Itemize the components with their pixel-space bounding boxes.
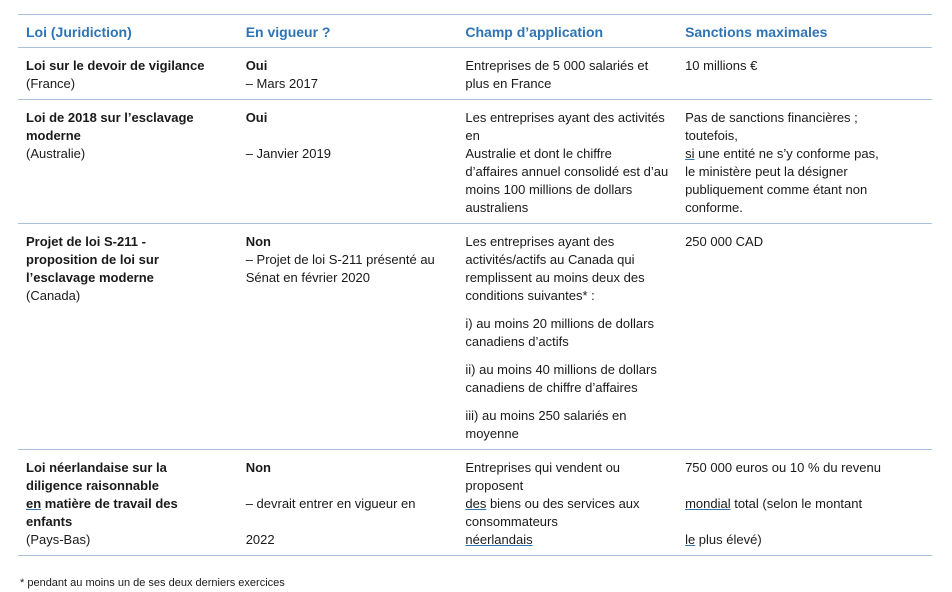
sanctions-text-rest: plus élevé) <box>695 532 762 547</box>
law-title: diligence raisonnable <box>26 478 159 493</box>
scope-text: consommateurs <box>465 514 558 529</box>
scope-text: conditions suivantes* : <box>465 288 595 303</box>
law-title <box>26 495 230 513</box>
scope-text: Les entreprises ayant des <box>465 234 615 249</box>
spacer <box>246 477 450 495</box>
scope-text: en <box>465 128 480 143</box>
underlined-word: en <box>26 496 42 511</box>
law-title: l’esclavage moderne <box>26 270 154 285</box>
status-cell <box>238 224 458 450</box>
sanctions-text: le ministère peut la désigner <box>685 164 848 179</box>
law-cell <box>18 224 238 450</box>
spacer <box>685 513 924 531</box>
sanctions-text <box>685 145 924 163</box>
law-title-rest: matière de travail des <box>41 496 178 511</box>
scope-cell <box>457 224 677 450</box>
scope-text: canadiens d’actifs <box>465 334 569 349</box>
scope-text: iii) au moins 250 salariés en <box>465 408 627 423</box>
scope-text: Entreprises de 5 000 salariés et <box>465 58 649 73</box>
status-detail: 2022 <box>245 532 275 547</box>
status-value: Oui <box>245 58 268 73</box>
header-scope: Champ d’application <box>457 15 677 48</box>
scope-text <box>465 495 669 513</box>
sanctions-text <box>685 495 924 513</box>
header-sanctions: Sanctions maximales <box>677 15 932 48</box>
jurisdiction: (France) <box>26 76 76 91</box>
law-cell <box>18 48 238 100</box>
header-law: Loi (Juridiction) <box>18 15 238 48</box>
underlined-word: néerlandais <box>465 532 533 547</box>
scope-text: Entreprises qui vendent ou <box>465 460 621 475</box>
law-title: moderne <box>26 128 81 143</box>
sanctions-cell <box>677 224 932 450</box>
underlined-word: si <box>685 146 695 161</box>
scope-text: activités/actifs au Canada qui <box>465 252 635 267</box>
underlined-word: le <box>685 532 696 547</box>
status-detail: – devrait entrer en vigueur en <box>245 496 416 511</box>
law-title: proposition de loi sur <box>26 252 159 267</box>
status-detail: – Janvier 2019 <box>245 146 331 161</box>
spacer <box>685 477 924 495</box>
legislation-table <box>18 14 932 556</box>
table-row <box>18 450 932 556</box>
header-in-force: En vigueur ? <box>238 15 458 48</box>
law-cell <box>18 450 238 556</box>
sanctions-text: Pas de sanctions financières ; <box>685 110 858 125</box>
scope-text: moyenne <box>465 426 519 441</box>
sanctions-text: conforme. <box>685 200 743 215</box>
status-cell <box>238 100 458 224</box>
scope-text: remplissent au moins deux des <box>465 270 645 285</box>
document <box>18 14 932 556</box>
status-cell <box>238 48 458 100</box>
table-header-row <box>18 15 932 48</box>
sanctions-text: toutefois, <box>685 128 738 143</box>
scope-condition <box>465 407 669 443</box>
scope-cell <box>457 450 677 556</box>
scope-text: Australie et dont le chiffre <box>465 146 612 161</box>
sanctions-text: 10 millions € <box>685 58 758 73</box>
sanctions-text: 250 000 CAD <box>685 234 764 249</box>
scope-text: d’affaires annuel consolidé est d’au <box>465 164 669 179</box>
status-detail: Sénat en février 2020 <box>245 270 370 285</box>
scope-text: australiens <box>465 200 529 215</box>
scope-text: Les entreprises ayant des activités <box>465 110 665 125</box>
jurisdiction: (Pays-Bas) <box>26 532 91 547</box>
scope-condition <box>465 315 669 351</box>
scope-text: moins 100 millions de dollars <box>465 182 633 197</box>
sanctions-text-rest: une entité ne s’y conforme pas, <box>694 146 879 161</box>
scope-text: proposent <box>465 478 524 493</box>
table-row <box>18 48 932 100</box>
status-value: Non <box>245 234 271 249</box>
law-cell <box>18 100 238 224</box>
scope-intro <box>465 233 669 305</box>
status-value: Non <box>245 460 271 475</box>
sanctions-cell <box>677 48 932 100</box>
underlined-word: mondial <box>685 496 731 511</box>
law-title: Loi de 2018 sur l’esclavage <box>26 110 194 125</box>
jurisdiction: (Australie) <box>26 146 86 161</box>
footnote: * pendant au moins un de ses deux derniers exercices <box>20 577 285 589</box>
sanctions-text <box>685 531 924 549</box>
sanctions-text: 750 000 euros ou 10 % du revenu <box>685 460 881 475</box>
status-value: Oui <box>245 110 268 125</box>
scope-text: ii) au moins 40 millions de dollars <box>465 362 657 377</box>
scope-cell <box>457 100 677 224</box>
underlined-word: des <box>465 496 487 511</box>
spacer <box>246 513 450 531</box>
table-row <box>18 224 932 450</box>
law-title: Projet de loi S-211 - <box>26 234 146 249</box>
scope-condition <box>465 361 669 397</box>
law-title: Loi néerlandaise sur la <box>26 460 167 475</box>
jurisdiction: (Canada) <box>26 288 81 303</box>
sanctions-text-rest: total (selon le montant <box>730 496 863 511</box>
scope-text-rest: biens ou des services aux <box>486 496 640 511</box>
sanctions-cell <box>677 450 932 556</box>
law-title: enfants <box>26 514 73 529</box>
sanctions-text: publiquement comme étant non <box>685 182 868 197</box>
scope-text: canadiens de chiffre d’affaires <box>465 380 638 395</box>
status-detail: – Projet de loi S-211 présenté au <box>245 252 435 267</box>
scope-cell <box>457 48 677 100</box>
spacer <box>246 127 450 145</box>
status-detail: – Mars 2017 <box>245 76 318 91</box>
scope-text: plus en France <box>465 76 552 91</box>
law-title: Loi sur le devoir de vigilance <box>26 58 205 73</box>
sanctions-cell <box>677 100 932 224</box>
table-row <box>18 100 932 224</box>
scope-text: i) au moins 20 millions de dollars <box>465 316 654 331</box>
status-cell <box>238 450 458 556</box>
